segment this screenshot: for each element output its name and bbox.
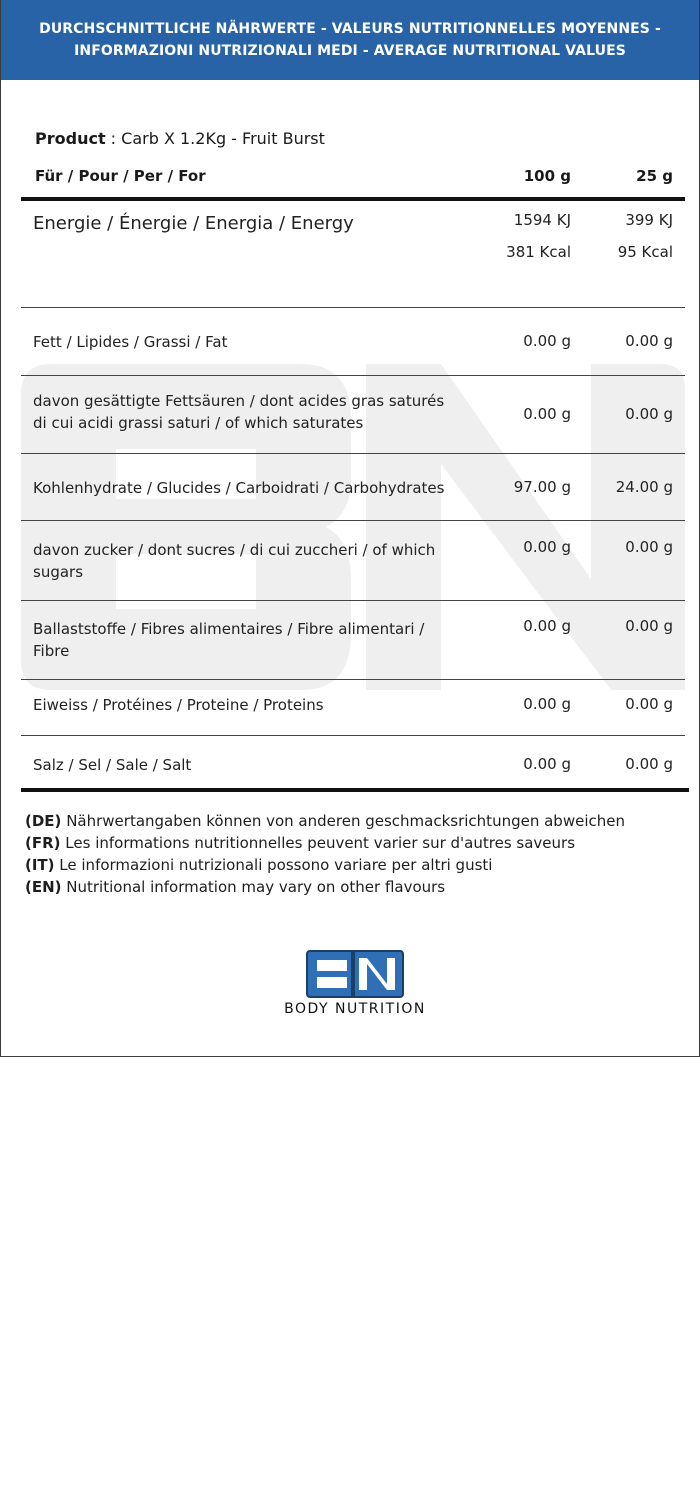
- fat-label: Fett / Lipides / Grassi / Fat: [33, 333, 228, 351]
- column-header-25g: 25 g: [636, 167, 673, 185]
- header-banner: [1, 0, 699, 80]
- sugars-100g: 0.00 g: [523, 538, 571, 556]
- fibre-100g: 0.00 g: [523, 617, 571, 635]
- saturates-label: [33, 390, 493, 434]
- table-top-rule: [21, 197, 685, 201]
- note-de-text: Nährwertangaben können von anderen geschmacksrichtungen abweichen: [61, 812, 625, 830]
- fibre-label-line-2: Fibre: [33, 642, 70, 660]
- note-de: [25, 810, 625, 832]
- column-header-for: Für / Pour / Per / For: [35, 167, 206, 185]
- fibre-25g: 0.00 g: [625, 617, 673, 635]
- saturates-label-line-2: di cui acidi grassi saturi / of which saturates: [33, 414, 364, 432]
- fibre-label-line-1: Ballaststoffe / Fibres alimentaires / Fibre alimentari /: [33, 620, 425, 638]
- sugars-label: [33, 539, 473, 583]
- note-en-code: (EN): [25, 878, 62, 896]
- note-it-code: (IT): [25, 856, 55, 874]
- saturates-label-line-1: davon gesättigte Fettsäuren / dont acides gras saturés: [33, 392, 445, 410]
- carbohydrates-25g: 24.00 g: [615, 478, 673, 496]
- protein-label: Eiweiss / Protéines / Proteine / Proteins: [33, 696, 324, 714]
- row-divider: [21, 600, 685, 601]
- saturates-100g: 0.00 g: [523, 405, 571, 423]
- energy-kcal-100g: 381 Kcal: [506, 243, 571, 261]
- carbohydrates-100g: 97.00 g: [513, 478, 571, 496]
- protein-25g: 0.00 g: [625, 695, 673, 713]
- row-divider: [21, 735, 685, 736]
- sugars-25g: 0.00 g: [625, 538, 673, 556]
- energy-kj-25g: 399 KJ: [625, 211, 673, 229]
- table-bottom-rule: [21, 788, 689, 792]
- note-en: [25, 876, 625, 898]
- product-value: : Carb X 1.2Kg - Fruit Burst: [105, 129, 325, 148]
- sugars-label-line-2: sugars: [33, 563, 84, 581]
- fat-100g: 0.00 g: [523, 332, 571, 350]
- bn-logo-mark: [307, 951, 403, 997]
- energy-kj-100g: 1594 KJ: [513, 211, 571, 229]
- note-it-text: Le informazioni nutrizionali possono variare per altri gusti: [54, 856, 493, 874]
- note-fr-code: (FR): [25, 834, 61, 852]
- note-de-code: (DE): [25, 812, 62, 830]
- logo-wordmark: BODY NUTRITION: [284, 1001, 426, 1017]
- fat-25g: 0.00 g: [625, 332, 673, 350]
- flavour-disclaimer: [25, 810, 625, 898]
- header-line-2: INFORMAZIONI NUTRIZIONALI MEDI - AVERAGE NUTRITIONAL VALUES: [74, 43, 626, 59]
- row-divider: [21, 375, 685, 376]
- energy-kcal-25g: 95 Kcal: [617, 243, 673, 261]
- product-line: [35, 129, 325, 148]
- note-it: [25, 854, 625, 876]
- salt-25g: 0.00 g: [625, 755, 673, 773]
- header-line-1: DURCHSCHNITTLICHE NÄHRWERTE - VALEURS NUTRITIONNELLES MOYENNES -: [39, 21, 661, 37]
- row-divider: [21, 520, 685, 521]
- energy-label: Energie / Énergie / Energia / Energy: [33, 213, 354, 234]
- protein-100g: 0.00 g: [523, 695, 571, 713]
- note-fr-text: Les informations nutritionnelles peuvent varier sur d'autres saveurs: [60, 834, 576, 852]
- column-header-100g: 100 g: [523, 167, 571, 185]
- note-en-text: Nutritional information may vary on other flavours: [61, 878, 446, 896]
- salt-100g: 0.00 g: [523, 755, 571, 773]
- note-fr: [25, 832, 625, 854]
- sugars-label-line-1: davon zucker / dont sucres / di cui zuccheri / of which: [33, 541, 436, 559]
- fibre-label: [33, 618, 473, 662]
- saturates-25g: 0.00 g: [625, 405, 673, 423]
- row-divider: [21, 453, 685, 454]
- product-label: Product: [35, 129, 106, 148]
- carbohydrates-label: Kohlenhydrate / Glucides / Carboidrati / Carbohydrates: [33, 479, 445, 497]
- body-nutrition-logo: [255, 950, 455, 1020]
- row-divider: [21, 307, 685, 308]
- row-divider: [21, 679, 685, 680]
- salt-label: Salz / Sel / Sale / Salt: [33, 756, 192, 774]
